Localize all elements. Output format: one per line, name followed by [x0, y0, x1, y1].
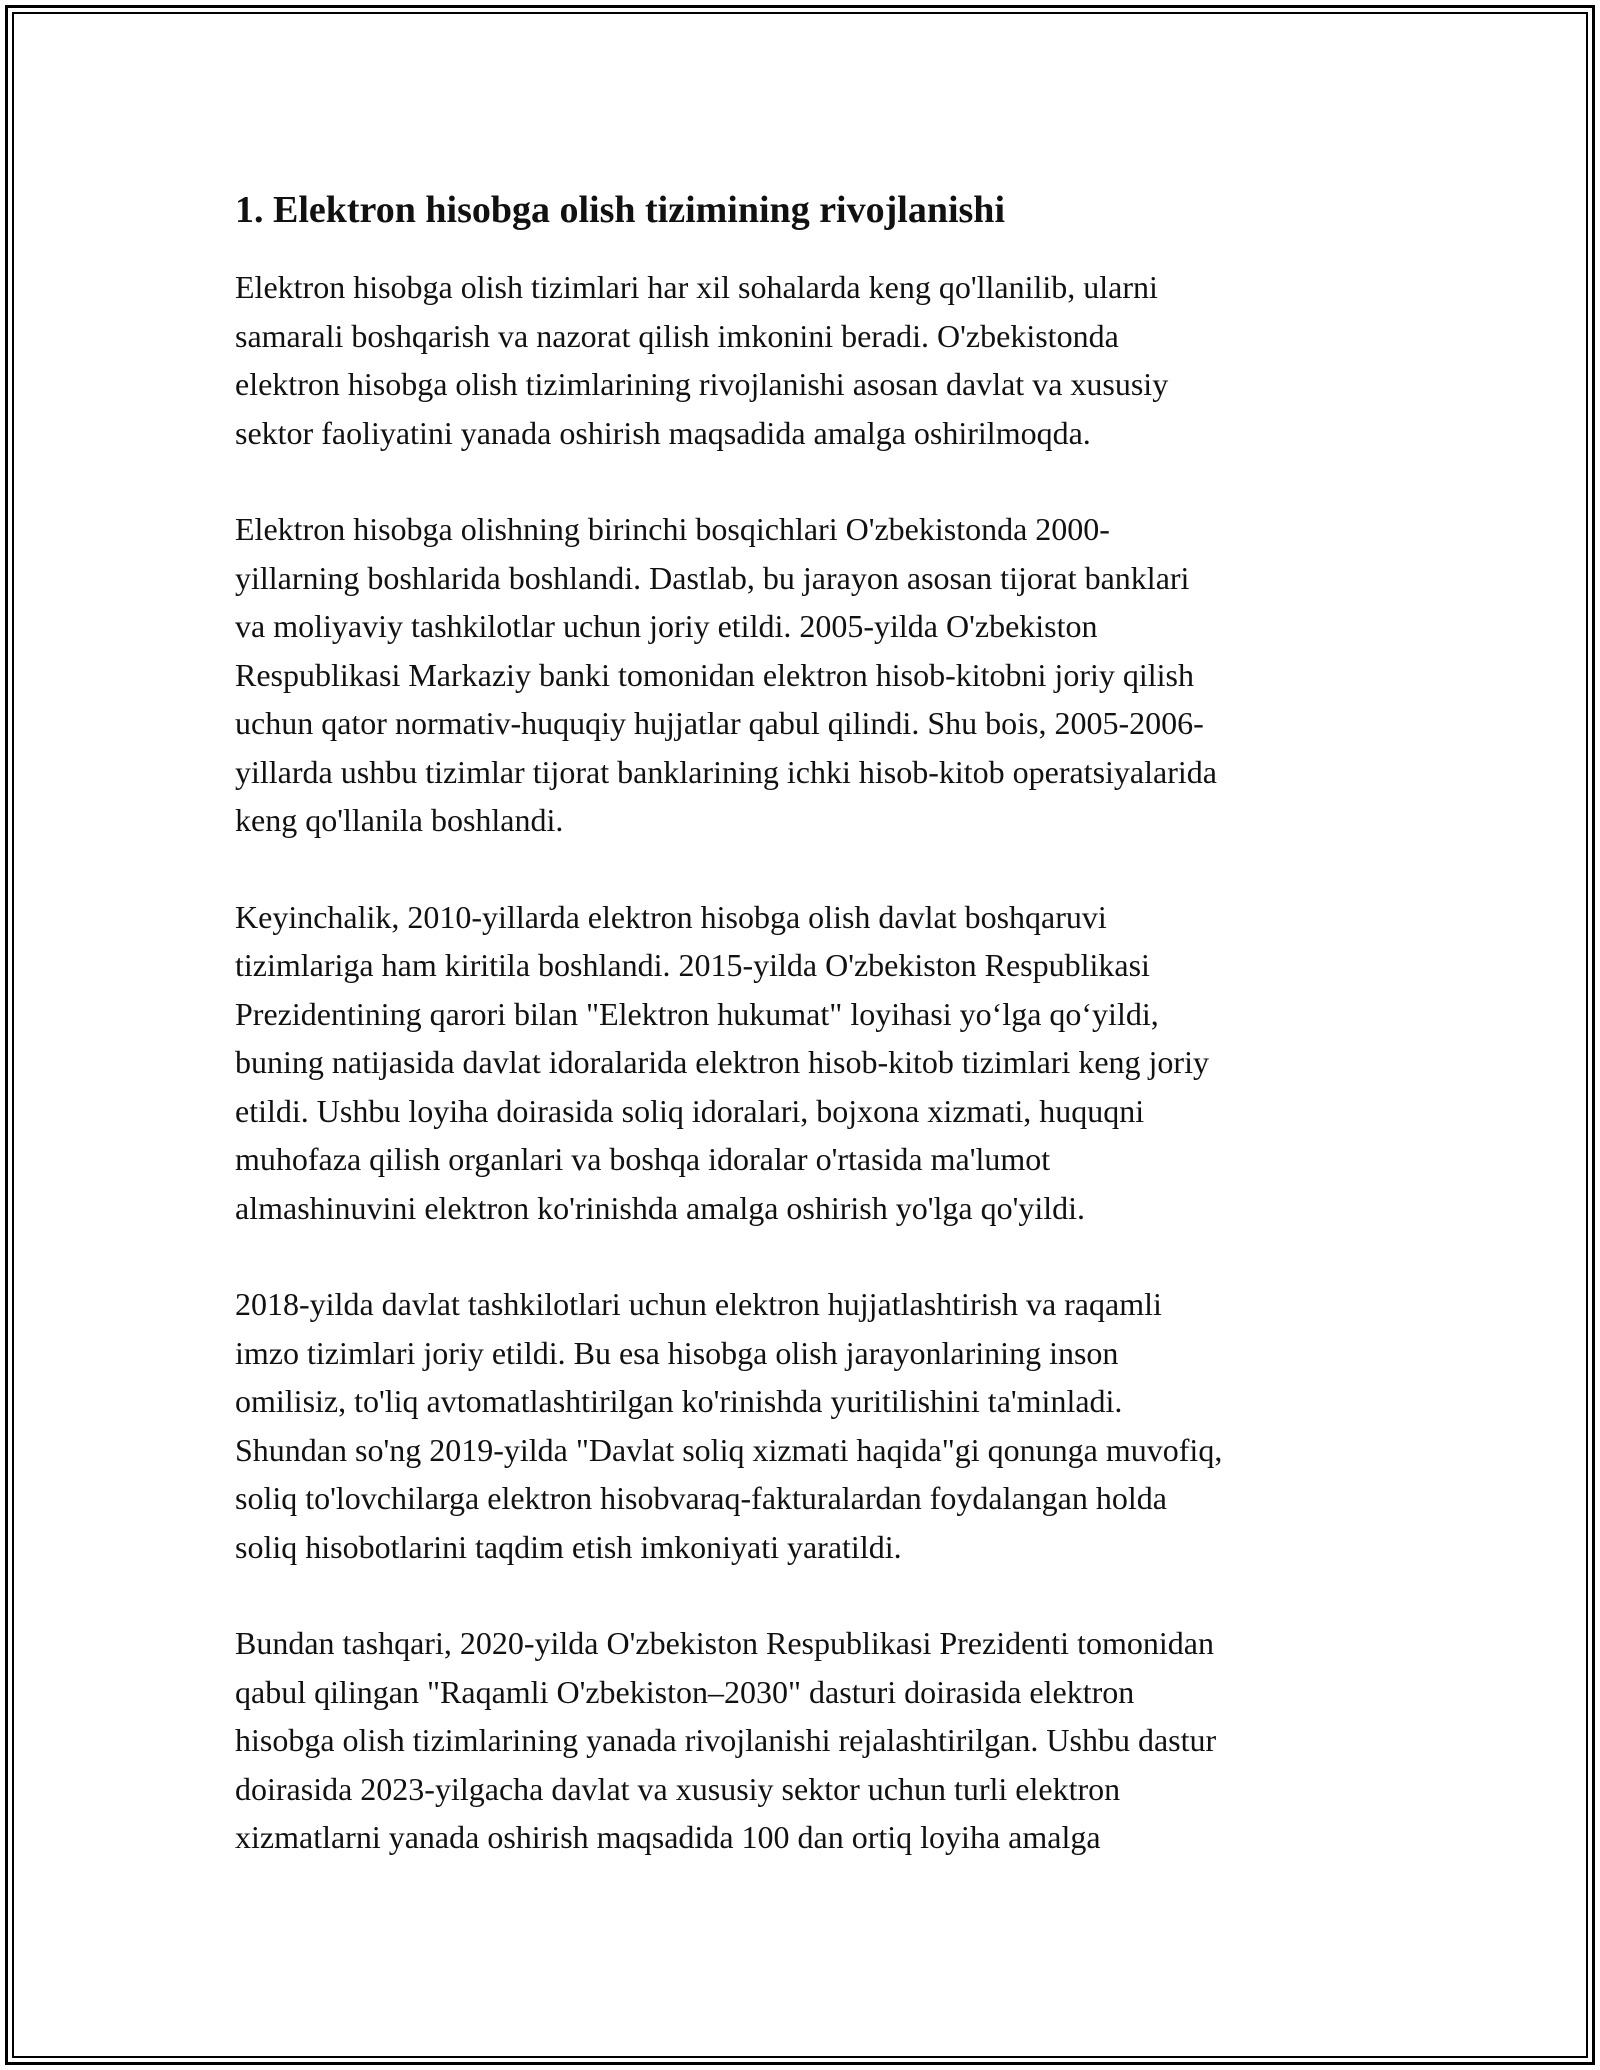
paragraph-list — [235, 263, 1375, 1862]
paragraph-line: xizmatlarni yanada oshirish maqsadida 100 dan ortiq loyiha amalga — [235, 1819, 1101, 1855]
paragraph-line: Respublikasi Markaziy banki tomonidan elektron hisob-kitobni joriy qilish — [235, 656, 1194, 693]
document-body — [235, 185, 1375, 1862]
paragraph-line: tizimlariga ham kiritila boshlandi. 2015-yilda O'zbekiston Respublikasi — [235, 947, 1150, 983]
paragraph-line: soliq to'lovchilarga elektron hisobvaraq-fakturalardan foydalangan holda — [235, 1480, 1167, 1516]
paragraph-line: omilisiz, to'liq avtomatlashtirilgan ko'rinishda yuritilishini ta'minladi. — [235, 1383, 1123, 1419]
paragraph-line: yillarda ushbu tizimlar tijorat banklarining ichki hisob-kitob operatsiyalarida — [235, 753, 1217, 790]
paragraph-line: Bundan tashqari, 2020-yilda O'zbekiston Respublikasi Prezidenti tomonidan — [235, 1625, 1214, 1661]
paragraph-line: samarali boshqarish va nazorat qilish imkonini beradi. O'zbekistonda — [235, 317, 1119, 354]
paragraph-line: Elektron hisobga olishning birinchi bosqichlari O'zbekistonda 2000- — [235, 511, 1110, 547]
paragraph — [235, 263, 1375, 457]
paragraph-line: etildi. Ushbu loyiha doirasida soliq idoralari, bojxona xizmati, huquqni — [235, 1092, 1145, 1129]
paragraph — [235, 1280, 1375, 1571]
paragraph — [235, 893, 1375, 1233]
paragraph-line: keng qo'llanila boshlandi. — [235, 802, 564, 838]
paragraph — [235, 505, 1375, 845]
section-heading: 1. Elektron hisobga olish tizimining rivojlanishi — [235, 189, 1006, 231]
paragraph-line: 2018-yilda davlat tashkilotlari uchun elektron hujjatlashtirish va raqamli — [235, 1286, 1162, 1322]
paragraph-line: Shundan so'ng 2019-yilda "Davlat soliq xizmati haqida"gi qonunga muvofiq, — [235, 1431, 1223, 1468]
paragraph-line: almashinuvini elektron ko'rinishda amalga oshirish yo'lga qo'yildi. — [235, 1189, 1086, 1226]
paragraph — [235, 1619, 1375, 1862]
paragraph-line: buning natijasida davlat idoralarida elektron hisob-kitob tizimlari keng joriy — [235, 1044, 1209, 1080]
paragraph-line: uchun qator normativ-huquqiy hujjatlar qabul qilindi. Shu bois, 2005-2006- — [235, 705, 1204, 741]
paragraph-line: elektron hisobga olish tizimlarining rivojlanishi asosan davlat va xususiy — [235, 366, 1169, 402]
paragraph-line: Elektron hisobga olish tizimlari har xil sohalarda keng qo'llanilib, ularni — [235, 269, 1158, 305]
paragraph-line: Prezidentining qarori bilan "Elektron hukumat" loyihasi yo‘lga qo‘yildi, — [235, 995, 1159, 1032]
paragraph-line: hisobga olish tizimlarining yanada rivojlanishi rejalashtirilgan. Ushbu dastur — [235, 1722, 1217, 1758]
paragraph-line: soliq hisobotlarini taqdim etish imkoniyati yaratildi. — [235, 1528, 902, 1565]
paragraph-line: sektor faoliyatini yanada oshirish maqsadida amalga oshirilmoqda. — [235, 414, 1091, 451]
paragraph-line: qabul qilingan "Raqamli O'zbekiston–2030" dasturi doirasida elektron — [235, 1673, 1135, 1710]
paragraph-line: imzo tizimlari joriy etildi. Bu esa hisobga olish jarayonlarining inson — [235, 1334, 1119, 1371]
paragraph-line: muhofaza qilish organlari va boshqa idoralar o'rtasida ma'lumot — [235, 1141, 1051, 1177]
paragraph-line: va moliyaviy tashkilotlar uchun joriy etildi. 2005-yilda O'zbekiston — [235, 608, 1098, 644]
paragraph-line: yillarning boshlarida boshlandi. Dastlab, bu jarayon asosan tijorat banklari — [235, 559, 1190, 596]
paragraph-line: Keyinchalik, 2010-yillarda elektron hisobga olish davlat boshqaruvi — [235, 898, 1107, 935]
paragraph-line: doirasida 2023-yilgacha davlat va xususiy sektor uchun turli elektron — [235, 1770, 1121, 1807]
